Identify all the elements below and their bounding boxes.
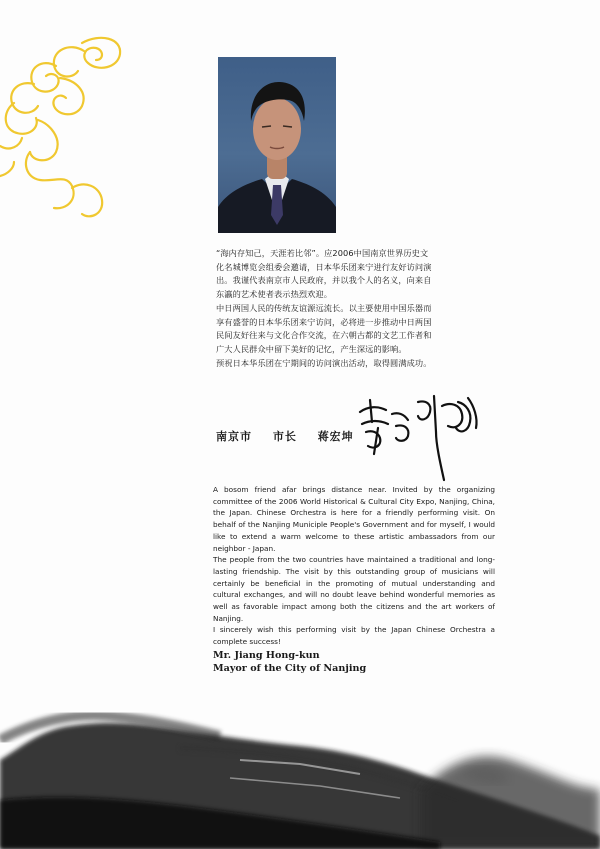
auspicious-cloud-ornament [0, 28, 135, 228]
mayor-name: Mr. Jiang Hong-kun [213, 650, 320, 661]
mayor-portrait-photo [218, 57, 336, 233]
english-paragraph-2: The people from the two countries have maintained a traditional and long-lasting friendship. The visit by this outstanding group of musicians will certainly be beneficial in the promoting of mutual understanding and cultural exchanges, and will no doubt leave behind wonderful memories as well as favorable impact among both the citizens and the art workers of Nanjing. [213, 555, 495, 623]
chinese-paragraph-3: 预祝日本华乐团在宁期间的访问演出活动，取得圆满成功。 [216, 357, 432, 368]
english-message [213, 484, 495, 648]
chinese-paragraph-2: 中日两国人民的传统友谊源远流长。以主要使用中国乐器而享有盛誉的日本华乐团来宁访问，必将进一步推动中日两国民间友好往来与文化合作交流，在六朝古都的文艺工作者和广大人民群众中留下美好的记忆，产生深远的影响。 [216, 302, 432, 354]
english-paragraph-1: A bosom friend afar brings distance near. Invited by the organizing committee of the 2006 World Historical & Cultural City Expo, Nanjing, China, the Japan. Chinese Orchestra is here for a friendly performing visit. On behalf of the Nanjing Municiple People's Government and for myself, I would like to extend a warm welcome to these artistic ambassadors from our neighbor - Japan. [213, 485, 495, 553]
chinese-message [216, 247, 436, 370]
ink-wash-landscape [0, 690, 600, 849]
mayor-position: Mayor of the City of Nanjing [213, 663, 367, 674]
english-signature-block [213, 649, 366, 675]
english-paragraph-3: I sincerely wish this performing visit by the Japan Chinese Orchestra a complete success! [213, 625, 495, 647]
portrait-figure [218, 57, 336, 233]
chinese-signature-line [216, 428, 370, 444]
signature-title: 市长 [272, 430, 297, 443]
signature-name: 蒋宏坤 [317, 430, 354, 443]
chinese-paragraph-1: “海内存知己，天涯若比邻”。应2006中国南京世界历史文化名城博览会组委会邀请，日本华乐团来宁进行友好访问演出。我谨代表南京市人民政府，并以我个人的名义，向来自东瀛的艺术使者表示热烈欢迎。 [216, 248, 432, 300]
handwritten-signature [356, 392, 484, 484]
signature-city: 南京市 [216, 430, 252, 443]
